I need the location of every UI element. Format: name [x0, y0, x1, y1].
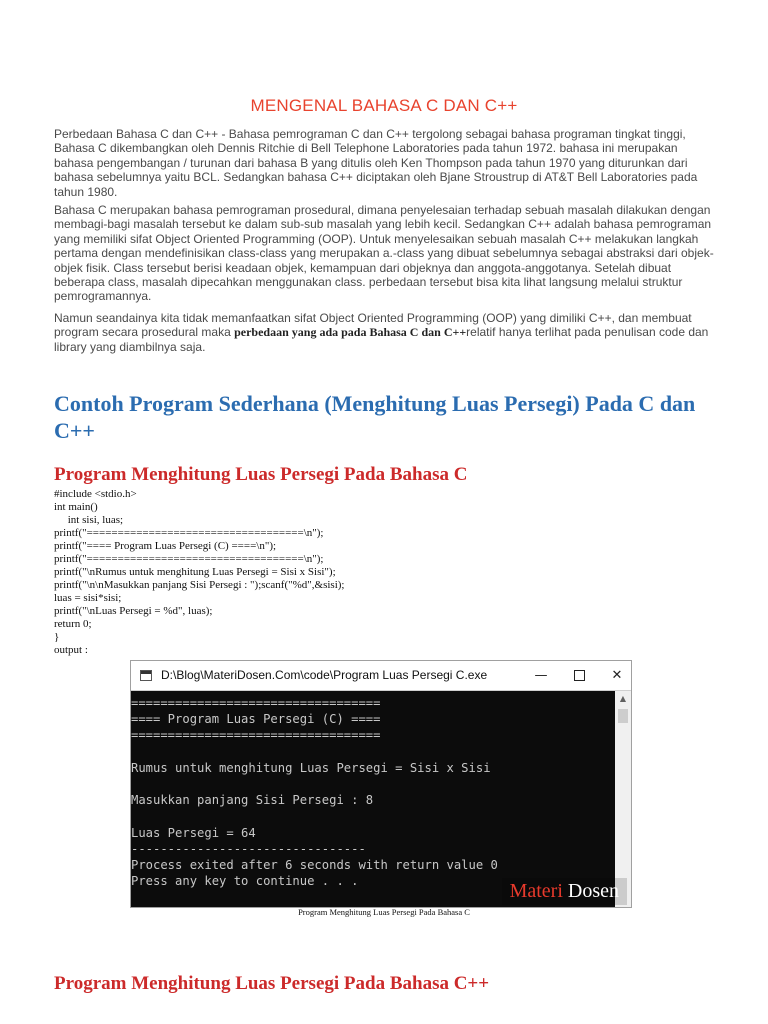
console-line: Process exited after 6 seconds with return value 0 — [131, 857, 498, 872]
console-titlebar — [131, 661, 631, 691]
paragraph-oop-text-2: relatif hanya terlihat pada penulisan code dan library yang diambilnya saja. — [54, 325, 709, 354]
scroll-up-arrow-icon[interactable]: ▲ — [619, 694, 627, 703]
paragraph-oop — [54, 311, 720, 354]
code-line: } — [54, 631, 60, 643]
paragraph-oop-bold: perbedaan yang ada pada Bahasa C dan C++ — [234, 325, 467, 340]
heading-program-cpp: Program Menghitung Luas Persegi Pada Bahasa C++ — [54, 973, 490, 994]
heading-program-c: Program Menghitung Luas Persegi Pada Bahasa C — [54, 464, 468, 485]
code-line: output : — [54, 644, 88, 656]
console-line: Press any key to continue . . . — [131, 874, 359, 889]
paragraph-intro: Perbedaan Bahasa C dan C++ - Bahasa pemrograman C dan C++ tergolong sebagai bahasa programan tingkat tinggi, Bahasa C dikembangkan oleh Dennis Ritchie di Bell Telephone Laboratories pada tahun 1972. bahasa ini merupakan bahasa pengembangan / turunan dari bahasa B yang ditulis oleh Ken Thompson pada tahun 1970 yang diturunkan dari bahasa sebelumnya yaitu BCL. Sedangkan bahasa C++ diciptakan oleh Bjane Stroustrup di AT&T Bell Laboratories pada tahun 1980. — [54, 127, 698, 199]
console-line: Luas Persegi = 64 — [131, 825, 256, 840]
scroll-thumb[interactable] — [618, 709, 628, 723]
console-line: ================================== — [131, 696, 381, 710]
code-line: int main() — [54, 501, 98, 513]
code-line: printf("\nRumus untuk menghitung Luas Persegi = Sisi x Sisi"); — [54, 566, 336, 578]
watermark-part-1: Materi — [509, 880, 563, 902]
code-block-c — [54, 488, 344, 657]
console-scrollbar[interactable] — [615, 691, 631, 907]
console-output — [131, 691, 615, 907]
close-button[interactable]: ✕ — [611, 668, 623, 683]
console-app-icon — [140, 670, 152, 681]
console-line: -------------------------------- — [131, 841, 366, 856]
watermark-part-2: Dosen — [562, 880, 619, 902]
code-line: printf("==== Program Luas Persegi (C) ====\n"); — [54, 540, 277, 552]
code-line: printf("\n\nMasukkan panjang Sisi Persegi : ");scanf("%d",&sisi); — [54, 579, 345, 591]
page-title: MENGENAL BAHASA C DAN C++ — [250, 96, 518, 115]
code-line: printf("===================================\n"); — [54, 527, 324, 539]
console-window-title: D:\Blog\MateriDosen.Com\code\Program Luas Persegi C.exe — [161, 668, 488, 682]
console-screenshot — [130, 660, 632, 908]
image-caption: Program Menghitung Luas Persegi Pada Bahasa C — [298, 907, 470, 917]
code-line: luas = sisi*sisi; — [54, 592, 122, 604]
console-line: ================================== — [131, 728, 381, 743]
code-line: printf("\nLuas Persegi = %d", luas); — [54, 605, 213, 617]
code-line: printf("===================================\n"); — [54, 553, 324, 565]
code-line: #include <stdio.h> — [54, 488, 137, 500]
console-line: Masukkan panjang Sisi Persegi : 8 — [131, 793, 374, 808]
minimize-button[interactable]: — — [534, 668, 548, 683]
console-line — [131, 808, 615, 824]
paragraph-oop-text-1: Namun seandainya kita tidak memanfaatkan sifat Object Oriented Programming (OOP) yang dimiliki C++, dan membuat program secara prosedural maka — [54, 311, 692, 340]
maximize-button[interactable] — [561, 665, 597, 687]
maximize-icon — [574, 670, 585, 681]
paragraph-procedural: Bahasa C merupakan bahasa pemrograman prosedural, dimana penyelesaian terhadap sebuah masalah dilakukan dengan membagi-bagi masalah tersebut ke dalam sub-sub masalah yang lebih kecil. Sedangkan C++ adalah bahasa pemrograman yang memiliki sifat Object Oriented Programming (OOP). Untuk menyelesaikan sebuah masalah C++ melakukan langkah pertama dengan mendefinisikan class-class yang merupakan a.-class yang dibuat sebelumnya sebagai abstraksi dari objek-objek fisik. Class tersebut berisi keadaan objek, kemampuan dari objeknya dan anggota-anggotanya. Setelah dibuat beberapa class, masalah dipecahkan menggunakan class. perbedaan tersebut bisa kita lihat langsung melalui struktur pemrogramannya. — [54, 203, 714, 304]
console-line — [131, 744, 615, 760]
console-line: Rumus untuk menghitung Luas Persegi = Sisi x Sisi — [131, 760, 491, 775]
materidosen-watermark — [502, 878, 627, 905]
console-line: ==== Program Luas Persegi (C) ==== — [131, 712, 381, 727]
console-line — [131, 776, 615, 792]
code-line: return 0; — [54, 618, 92, 630]
heading-example-program: Contoh Program Sederhana (Menghitung Luas Persegi) Pada C dan C++ — [54, 391, 696, 443]
code-line: int sisi, luas; — [54, 514, 124, 526]
